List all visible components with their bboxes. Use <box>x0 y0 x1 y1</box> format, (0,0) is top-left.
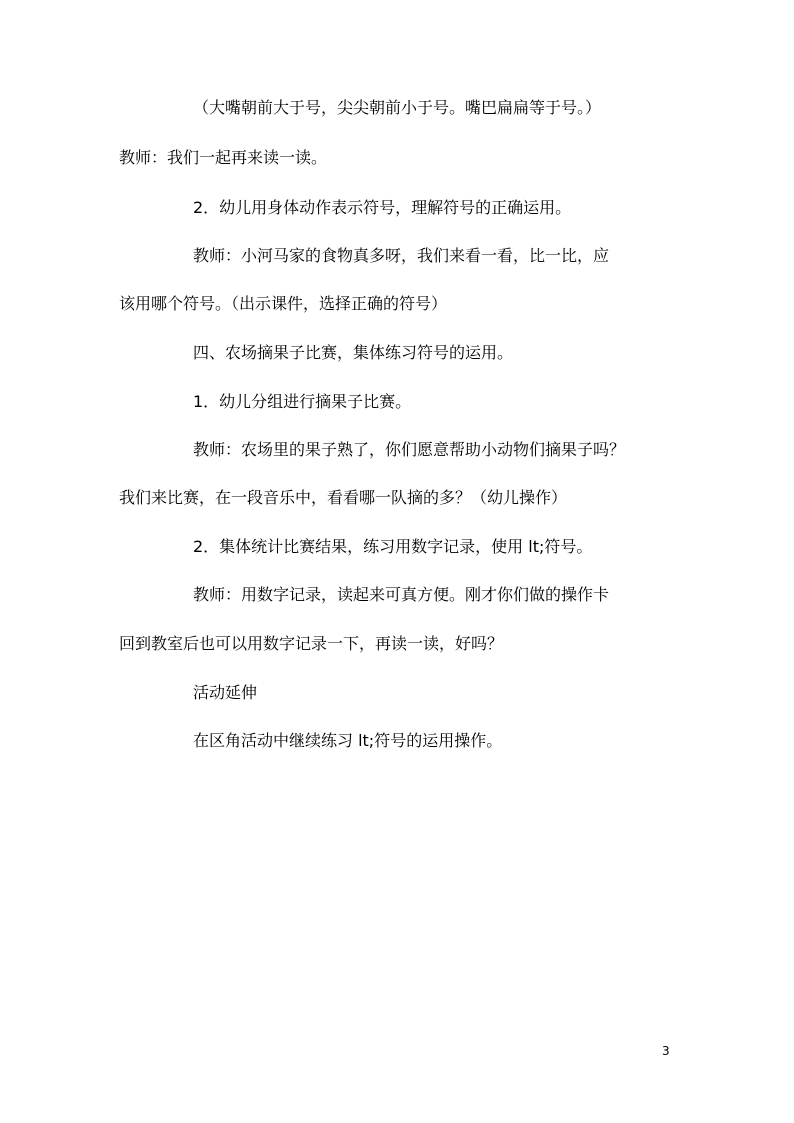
text-line: 四、农场摘果子比赛，集体练习符号的运用。 <box>193 343 514 362</box>
text-line: 1．幼儿分组进行摘果子比赛。 <box>193 392 412 411</box>
text-line: （大嘴朝前大于号，尖尖朝前小于号。嘴巴扁扁等于号。） <box>193 98 602 117</box>
text-line: 教师：农场里的果子熟了，你们愿意帮助小动物们摘果子吗？ <box>193 440 626 459</box>
text-line: 回到教室后也可以用数字记录一下，再读一读，好吗？ <box>119 634 504 653</box>
text-line: 教师：我们一起再来读一读。 <box>119 148 328 167</box>
page-number: 3 <box>662 1044 670 1058</box>
text-line: 教师：小河马家的食物真多呀，我们来看一看，比一比，应 <box>193 246 610 265</box>
text-line: 活动延伸 <box>193 683 258 702</box>
text-line: 该用哪个符号。（出示课件，选择正确的符号） <box>119 294 448 313</box>
text-line: 在区角活动中继续练习 lt;符号的运用操作。 <box>193 731 503 750</box>
text-line: 2．集体统计比赛结果，练习用数字记录，使用 lt;符号。 <box>193 537 593 556</box>
text-line: 2．幼儿用身体动作表示符号，理解符号的正确运用。 <box>193 198 572 217</box>
text-line: 教师：用数字记录，读起来可真方便。刚才你们做的操作卡 <box>193 585 610 604</box>
text-line: 我们来比赛，在一段音乐中，看看哪一队摘的多？（幼儿操作） <box>119 488 568 507</box>
